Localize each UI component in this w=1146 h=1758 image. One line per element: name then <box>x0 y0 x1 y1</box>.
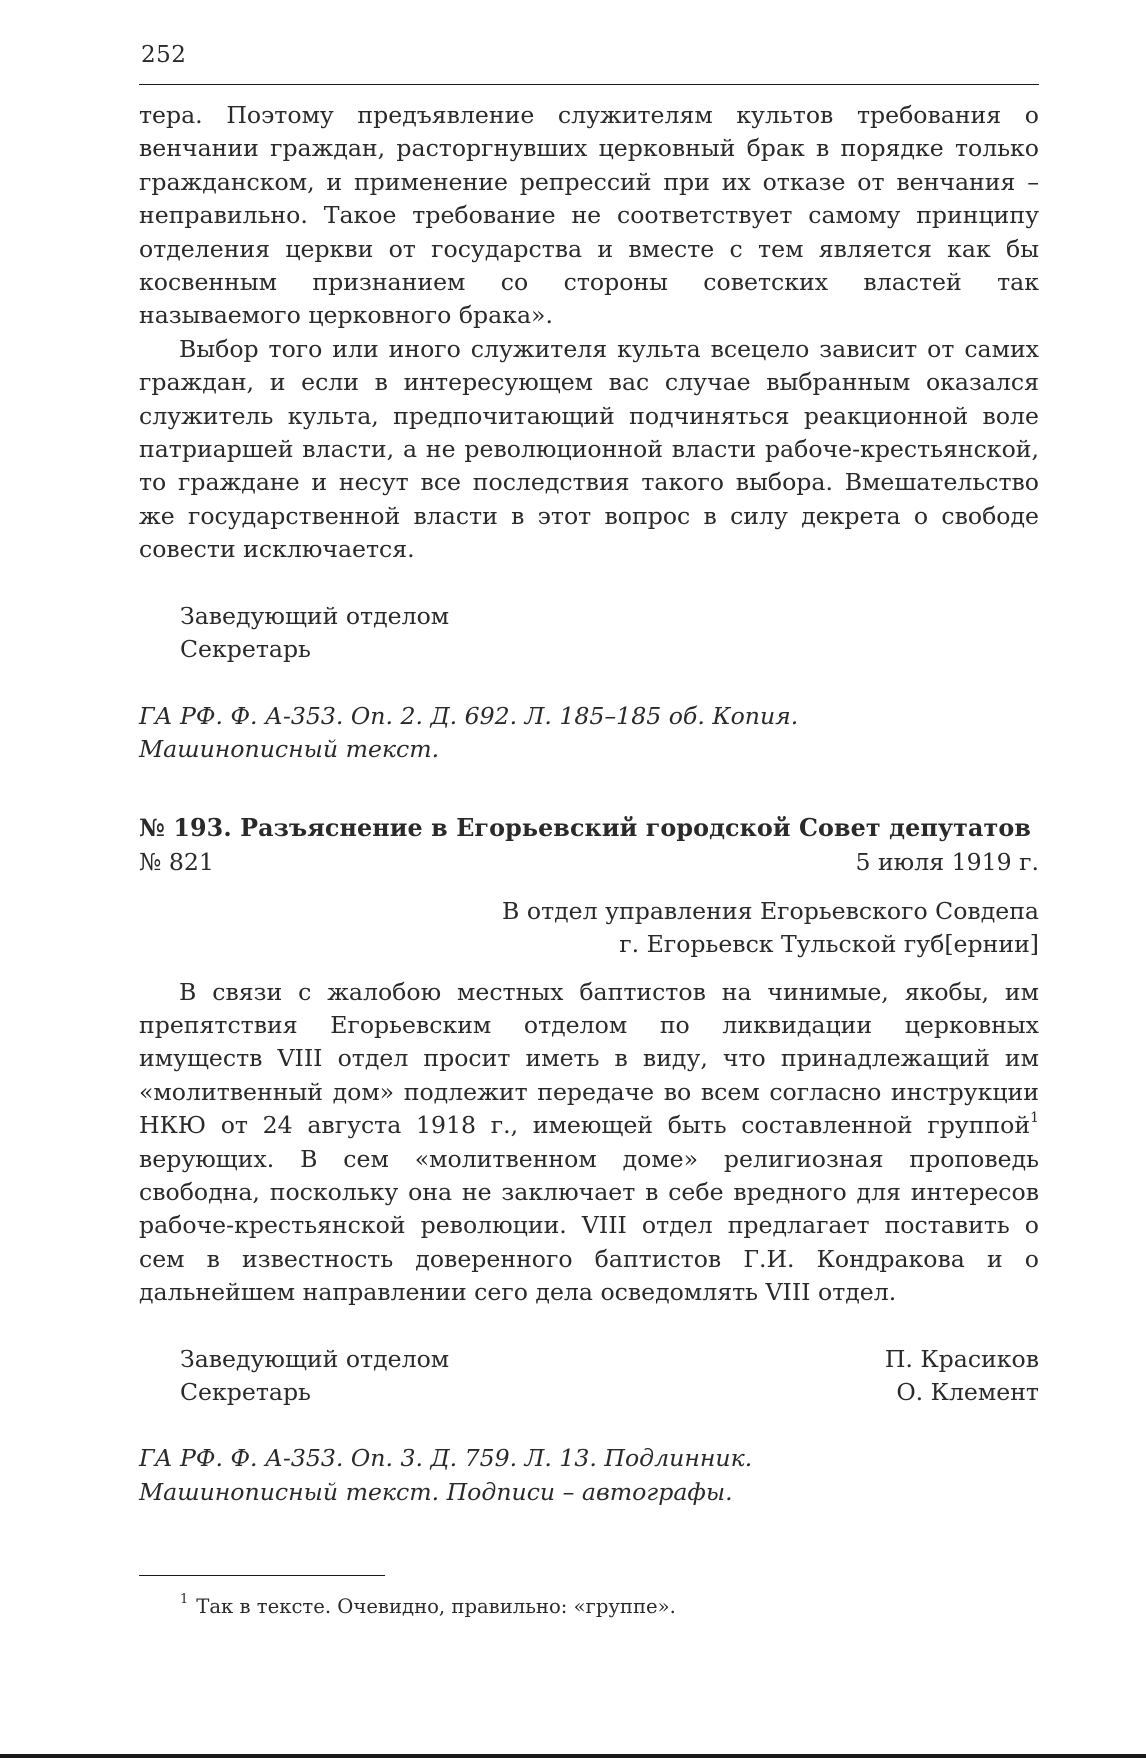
body-text: верующих. В сем «молитвенном доме» религиозная проповедь свободна, поскольку она не заключает в себе вредного для интересов рабоче-крестьянской революции. VIII отдел предлагает поставить о сем в известность доверенного баптистов Г.И. Кондракова и о дальнейшем направлении сего дела осведомлять VIII отдел. <box>139 1144 1039 1307</box>
header-rule <box>139 84 1039 85</box>
signature-head-title: Заведующий отделом <box>180 1344 450 1373</box>
footnote-number: 1 <box>180 1591 189 1607</box>
signature-secretary-name: О. Клемент <box>896 1378 1039 1406</box>
scan-bottom-edge <box>0 1754 1146 1758</box>
signature-block <box>139 600 1039 667</box>
paragraph: Выбор того или иного служителя культа всецело зависит от самих граждан, и если в интересующем вас случае выбранным оказался служитель культа, предпочитающий подчиняться реакционной воле патриаршей власти, а не революционной власти рабоче-крестьянской, то граждане и несут все последствия такого выбора. Вмешательство же государственной власти в этот вопрос в силу декрета о свободе совести исключается. <box>139 334 1039 564</box>
signature-block <box>139 1343 1039 1410</box>
footnote-text: Так в тексте. Очевидно, правильно: «группе». <box>196 1595 676 1619</box>
document-meta <box>139 846 1039 879</box>
book-page <box>139 44 1039 1620</box>
addressee-line: В отдел управления Егорьевского Совдепа <box>502 896 1039 925</box>
archive-source-line: ГА РФ. Ф. А-353. Оп. 3. Д. 759. Л. 13. Подлинник. <box>139 1444 753 1473</box>
addressee-line: г. Егорьевск Тульской губ[ернии] <box>619 930 1039 959</box>
signature-secretary-title: Секретарь <box>180 635 311 664</box>
paragraph-continuation: тера. Поэтому предъявление служителям культов требования о венчании граждан, расторгнувших церковный брак в порядке только гражданском, и применение репрессий при их отказе от венчания – неправильно. Такое требование не соответствует самому принципу отделения церкви от государства и вместе с тем является как бы косвенным признанием со стороны советских властей так называемого церковного брака». <box>139 101 1039 330</box>
footnote-reference[interactable]: 1 <box>1030 1110 1039 1127</box>
document-number: № 821 <box>139 848 214 877</box>
archive-source-line: Машинописный текст. <box>139 734 440 763</box>
body-text: В связи с жалобою местных баптистов на чинимые, якобы, им препятствия Егорьевским отделом по ликвидации церковных имуществ VIII отдел просит иметь в виду, что принадлежащий им «молитвенный дом» подлежит передаче во всем согласно инструкции НКЮ от 24 августа 1918 г., имеющей быть составленной группой <box>139 977 1039 1140</box>
signature-head-title: Заведующий отделом <box>180 601 450 630</box>
addressee <box>139 895 1039 962</box>
document-body <box>139 976 1039 1310</box>
document-193 <box>139 812 1039 1509</box>
previous-document <box>139 99 1039 766</box>
archive-source-line: ГА РФ. Ф. А-353. Оп. 2. Д. 692. Л. 185–185 об. Копия. <box>139 701 799 730</box>
document-title: № 193. Разъяснение в Егорьевский городской Совет депутатов <box>139 814 1032 843</box>
archive-source <box>139 700 1039 767</box>
archive-source <box>139 1442 1039 1509</box>
page-number: 252 <box>141 42 187 68</box>
signature-head-name: П. Красиков <box>884 1344 1039 1373</box>
signature-row <box>180 1343 1039 1376</box>
document-date: 5 июля 1919 г. <box>855 848 1039 877</box>
footnote-rule <box>139 1575 385 1576</box>
archive-source-line: Машинописный текст. Подписи – автографы. <box>139 1477 733 1506</box>
signature-secretary-title: Секретарь <box>180 1378 311 1406</box>
signature-row <box>180 1376 1039 1409</box>
footnote <box>139 1591 1039 1620</box>
